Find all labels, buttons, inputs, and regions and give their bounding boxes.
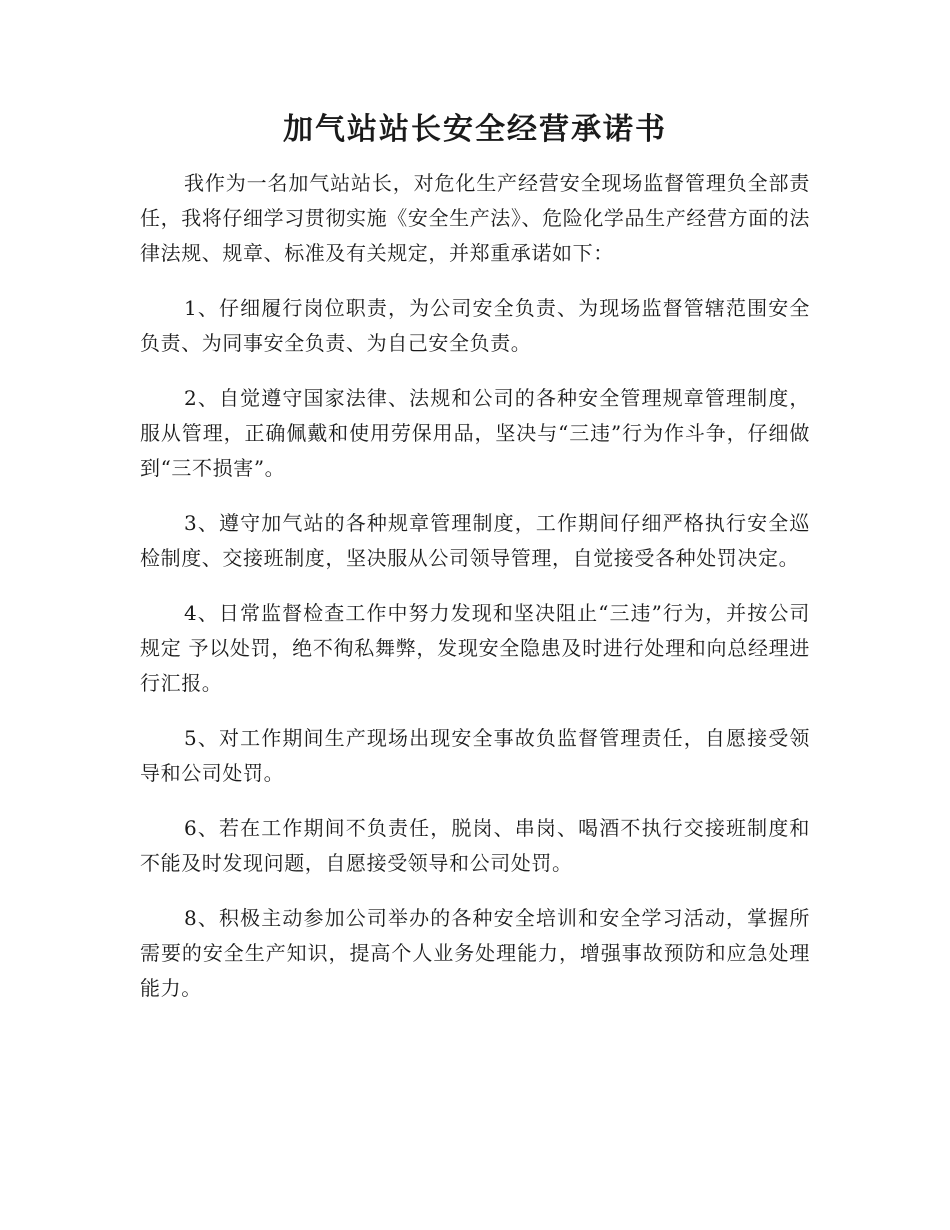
commitment-item-4: 4、日常监督检查工作中努力发现和坚决阻止“三违”行为，并按公司规定 予以处罚，绝不徇私舞弊，发现安全隐患及时进行处理和向总经理进行汇报。 [140,601,810,695]
document-body [140,166,810,1026]
commitment-item-6: 6、若在工作期间不负责任，脱岗、串岗、喝酒不执行交接班制度和不能及时发现问题，自愿接受领导和公司处罚。 [140,816,810,875]
commitment-item-1: 1、仔细履行岗位职责，为公司安全负责、为现场监督管辖范围安全负责、为同事安全负责、为自己安全负责。 [140,296,810,355]
intro-paragraph: 我作为一名加气站站长，对危化生产经营安全现场监督管理负全部责任，我将仔细学习贯彻实施《安全生产法》、危险化学品生产经营方面的法律法规、规章、标准及有关规定，并郑重承诺如下： [140,171,810,265]
commitment-item-3: 3、遵守加气站的各种规章管理制度，工作期间仔细严格执行安全巡检制度、交接班制度，坚决服从公司领导管理，自觉接受各种处罚决定。 [140,511,810,570]
document-title: 加气站站长安全经营承诺书 [283,112,667,147]
commitment-item-8: 8、积极主动参加公司举办的各种安全培训和安全学习活动，掌握所需要的安全生产知识，提高个人业务处理能力，增强事故预防和应急处理能力。 [140,906,810,1000]
commitment-item-2: 2、自觉遵守国家法律、法规和公司的各种安全管理规章管理制度，服从管理，正确佩戴和使用劳保用品，坚决与“三违”行为作斗争，仔细做到“三不损害”。 [140,386,810,480]
commitment-item-5: 5、对工作期间生产现场出现安全事故负监督管理责任，自愿接受领导和公司处罚。 [140,726,810,785]
